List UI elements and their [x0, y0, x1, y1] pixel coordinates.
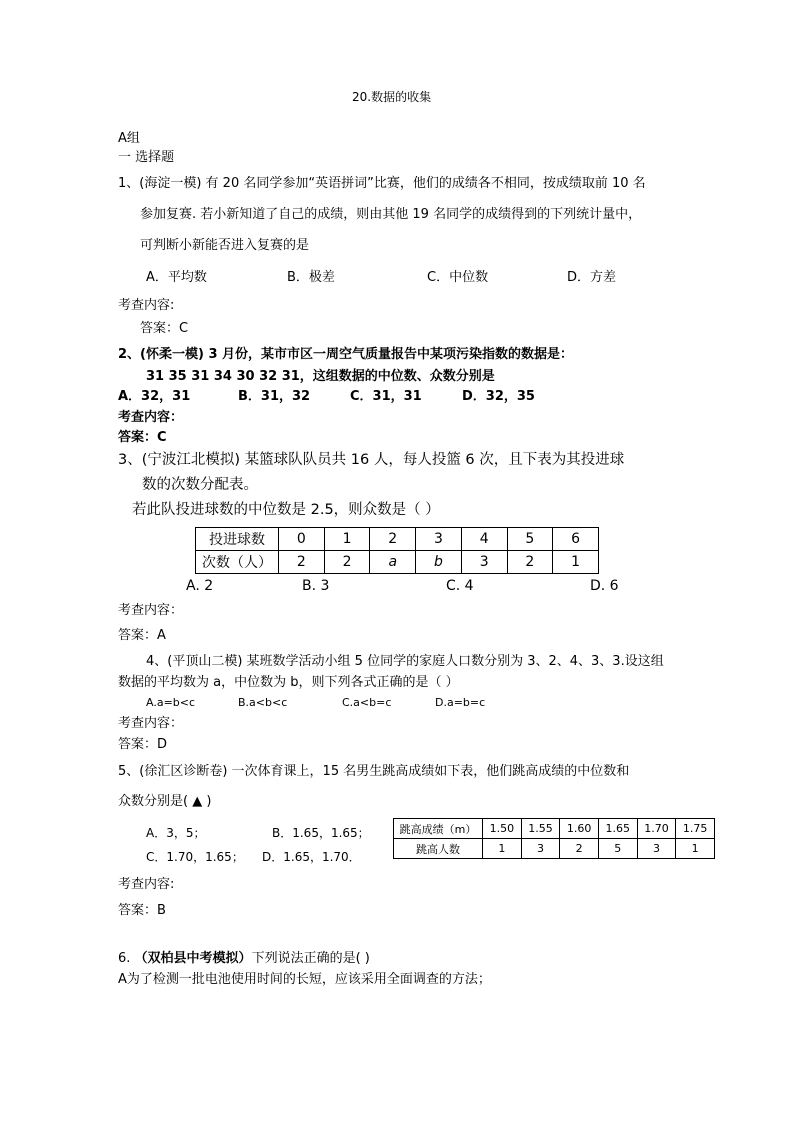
table-cell: 2: [324, 551, 370, 574]
q4-line1: 4、(平顶山二模) 某班数学活动小组 5 位同学的家庭人口数分别为 3、2、4、3、3.设这组: [146, 654, 664, 669]
q3-line2: 数的次数分配表。: [142, 477, 258, 493]
table-cell: b: [416, 551, 462, 574]
q6-stem: 下列说法正确的是( ): [251, 951, 370, 966]
q2-option-c: C．31，31: [350, 389, 422, 404]
table-cell: 1.65: [598, 819, 637, 839]
q3-line3: 若此队投进球数的中位数是 2.5，则众数是（ ）: [132, 502, 440, 518]
table-cell: 2: [279, 551, 325, 574]
q3-option-d: D. 6: [590, 578, 619, 594]
q5-answer: 答案：B: [118, 903, 166, 918]
q2-line2: 31 35 31 34 30 32 31，这组数据的中位数、众数分别是: [146, 369, 495, 384]
q5-table: [393, 818, 715, 859]
table-cell: 跳高成绩（m）: [394, 819, 483, 839]
q6-option-a: A为了检测一批电池使用时间的长短，应该采用全面调查的方法；: [118, 972, 491, 987]
q3-line1: 3、(宁波江北模拟) 某篮球队队员共 16 人，每人投篮 6 次，且下表为其投进球: [118, 452, 625, 468]
q1-option-d: D．方差: [567, 270, 617, 285]
table-cell: 2: [507, 551, 553, 574]
table-cell: 1: [483, 839, 522, 859]
table-cell: 次数（人）: [196, 551, 279, 574]
table-cell: 1.55: [521, 819, 560, 839]
q2-line1: 2、(怀柔一模) 3 月份，某市市区一周空气质量报告中某项污染指数的数据是：: [118, 347, 574, 362]
table-row: [196, 528, 599, 551]
q3-answer: 答案：A: [118, 628, 166, 643]
q5-line1: 5、(徐汇区诊断卷) 一次体育课上，15 名男生跳高成绩如下表，他们跳高成绩的中位数和: [118, 764, 630, 779]
table-cell: 5: [598, 839, 637, 859]
q1-line2: 参加复赛. 若小新知道了自己的成绩，则由其他 19 名同学的成绩得到的下列统计量中，: [140, 207, 642, 222]
q3-option-b: B. 3: [302, 578, 330, 594]
q1-answer: 答案：C: [140, 321, 189, 336]
q6-line1: [118, 951, 370, 967]
table-cell: 1.60: [560, 819, 599, 839]
page-title: 20.数据的收集: [352, 90, 432, 104]
table-row: [394, 839, 715, 859]
q1-option-a: A．平均数: [146, 270, 207, 285]
q2-option-a: A．32，31: [118, 389, 191, 404]
q3-option-a: A. 2: [186, 578, 214, 594]
q4-option-b: B.a<b<c: [238, 696, 288, 709]
table-cell: 1: [553, 551, 599, 574]
table-cell: 2: [560, 839, 599, 859]
q4-option-d: D.a=b=c: [435, 696, 486, 709]
table-cell: 5: [507, 528, 553, 551]
section-heading: 一 选择题: [118, 150, 175, 165]
table-cell: a: [370, 551, 416, 574]
table-cell: 跳高人数: [394, 839, 483, 859]
q2-answer: 答案：C: [118, 430, 167, 445]
q4-answer: 答案：D: [118, 737, 168, 752]
q3-exam-label: 考查内容：: [118, 603, 184, 618]
q5-option-b: B．1.65，1.65；: [272, 826, 370, 840]
q1-option-c: C．中位数: [427, 270, 489, 285]
table-cell: 3: [461, 551, 507, 574]
table-cell: 1.50: [483, 819, 522, 839]
table-cell: 1.75: [676, 819, 715, 839]
table-row: [196, 551, 599, 574]
q4-option-a: A.a=b<c: [146, 696, 196, 709]
q5-option-a: A．3，5；: [146, 826, 206, 840]
q3-option-c: C. 4: [446, 578, 474, 594]
table-cell: 0: [279, 528, 325, 551]
table-cell: 1.70: [637, 819, 676, 839]
q4-option-c: C.a<b=c: [342, 696, 392, 709]
q5-option-d: D．1.65，1.70．: [262, 850, 361, 864]
table-cell: 1: [324, 528, 370, 551]
table-cell: 1: [676, 839, 715, 859]
table-cell: 3: [416, 528, 462, 551]
q2-option-b: B．31，32: [238, 389, 311, 404]
q6-source: （双柏县中考模拟）: [134, 951, 252, 966]
table-cell: 3: [521, 839, 560, 859]
q2-exam-label: 考查内容：: [118, 410, 184, 425]
q6-number: 6.: [118, 951, 131, 966]
table-cell: 6: [553, 528, 599, 551]
table-cell: 4: [461, 528, 507, 551]
table-cell: 3: [637, 839, 676, 859]
q4-line2: 数据的平均数为 a，中位数为 b，则下列各式正确的是（ ）: [118, 675, 459, 690]
table-cell: 投进球数: [196, 528, 279, 551]
table-cell: 2: [370, 528, 416, 551]
table-row: [394, 819, 715, 839]
q5-exam-label: 考查内容:: [118, 877, 175, 892]
q1-line3: 可判断小新能否进入复赛的是: [140, 238, 310, 253]
q1-line1: 1、(海淀一模) 有 20 名同学参加“英语拼词”比赛，他们的成绩各不相同，按成绩取前 10 名: [118, 176, 646, 191]
group-label: A组: [118, 131, 140, 146]
q2-option-d: D．32，35: [462, 389, 535, 404]
q3-table: [195, 527, 599, 574]
q4-exam-label: 考查内容：: [118, 716, 184, 731]
q1-exam-label: 考查内容:: [118, 298, 175, 313]
q5-option-c: C．1.70，1.65；: [146, 850, 244, 864]
q1-option-b: B．极差: [287, 270, 335, 285]
q5-line2: 众数分别是( ▲ ): [118, 794, 212, 809]
